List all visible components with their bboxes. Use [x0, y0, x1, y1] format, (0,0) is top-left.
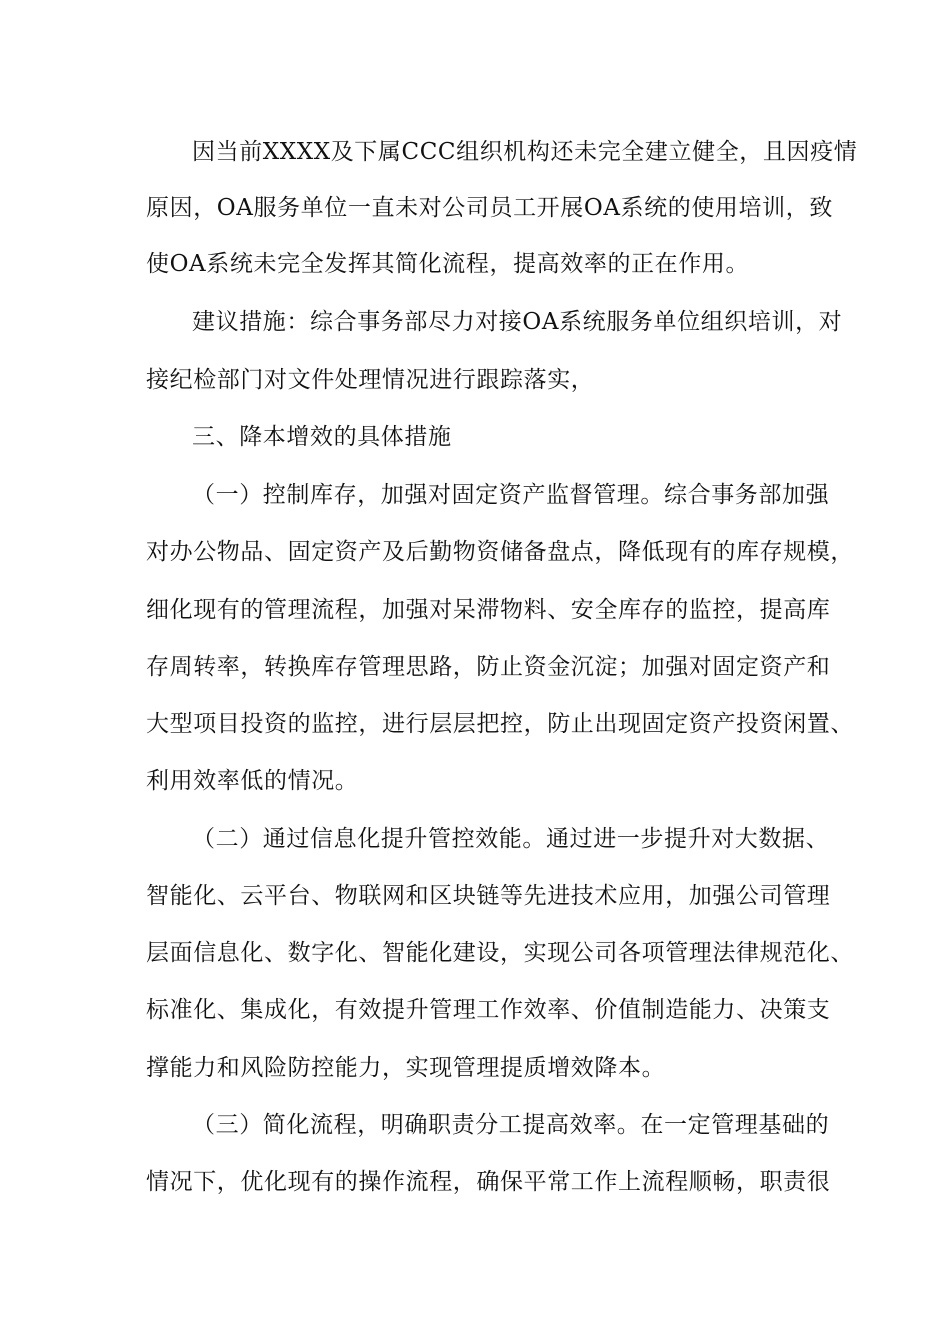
paragraph-1-line-1: 因当前XXXX及下属CCC组织机构还未完全建立健全，且因疫情: [192, 139, 858, 165]
paragraph-3-line-5: 大型项目投资的监控，进行层层把控，防止出现固定资产投资闲置、: [146, 711, 854, 737]
paragraph-4-line-4: 标准化、集成化，有效提升管理工作效率、价值制造能力、决策支: [146, 997, 831, 1023]
paragraph-3-line-4: 存周转率，转换库存管理思路，防止资金沉淀；加强对固定资产和: [146, 654, 831, 680]
paragraph-4-line-1: （二）通过信息化提升管控效能。通过进一步提升对大数据、: [192, 826, 830, 852]
paragraph-5-line-1: （三）简化流程，明确职责分工提高效率。在一定管理基础的: [192, 1112, 830, 1138]
paragraph-4-line-3: 层面信息化、数字化、智能化建设，实现公司各项管理法律规范化、: [146, 940, 854, 966]
paragraph-4-line-2: 智能化、云平台、物联网和区块链等先进技术应用，加强公司管理: [146, 883, 831, 909]
paragraph-2-line-1: 建议措施：综合事务部尽力对接OA系统服务单位组织培训，对: [192, 309, 843, 335]
section-heading: 三、降本增效的具体措施: [192, 424, 452, 450]
paragraph-1-line-3: 使OA系统未完全发挥其简化流程，提高效率的正在作用。: [146, 251, 750, 277]
paragraph-4-line-5: 撑能力和风险防控能力，实现管理提质增效降本。: [146, 1055, 666, 1081]
paragraph-3-line-2: 对办公物品、固定资产及后勤物资储备盘点，降低现有的库存规模，: [146, 539, 854, 565]
paragraph-5-line-2: 情况下，优化现有的操作流程，确保平常工作上流程顺畅，职责很: [146, 1169, 831, 1195]
paragraph-2-line-2: 接纪检部门对文件处理情况进行跟踪落实，: [146, 367, 595, 393]
paragraph-3-line-6: 利用效率低的情况。: [146, 768, 359, 794]
paragraph-3-line-3: 细化现有的管理流程，加强对呆滞物料、安全库存的监控，提高库: [146, 597, 831, 623]
paragraph-1-line-2: 原因，OA服务单位一直未对公司员工开展OA系统的使用培训，致: [146, 195, 833, 221]
paragraph-3-line-1: （一）控制库存，加强对固定资产监督管理。综合事务部加强: [192, 482, 830, 508]
